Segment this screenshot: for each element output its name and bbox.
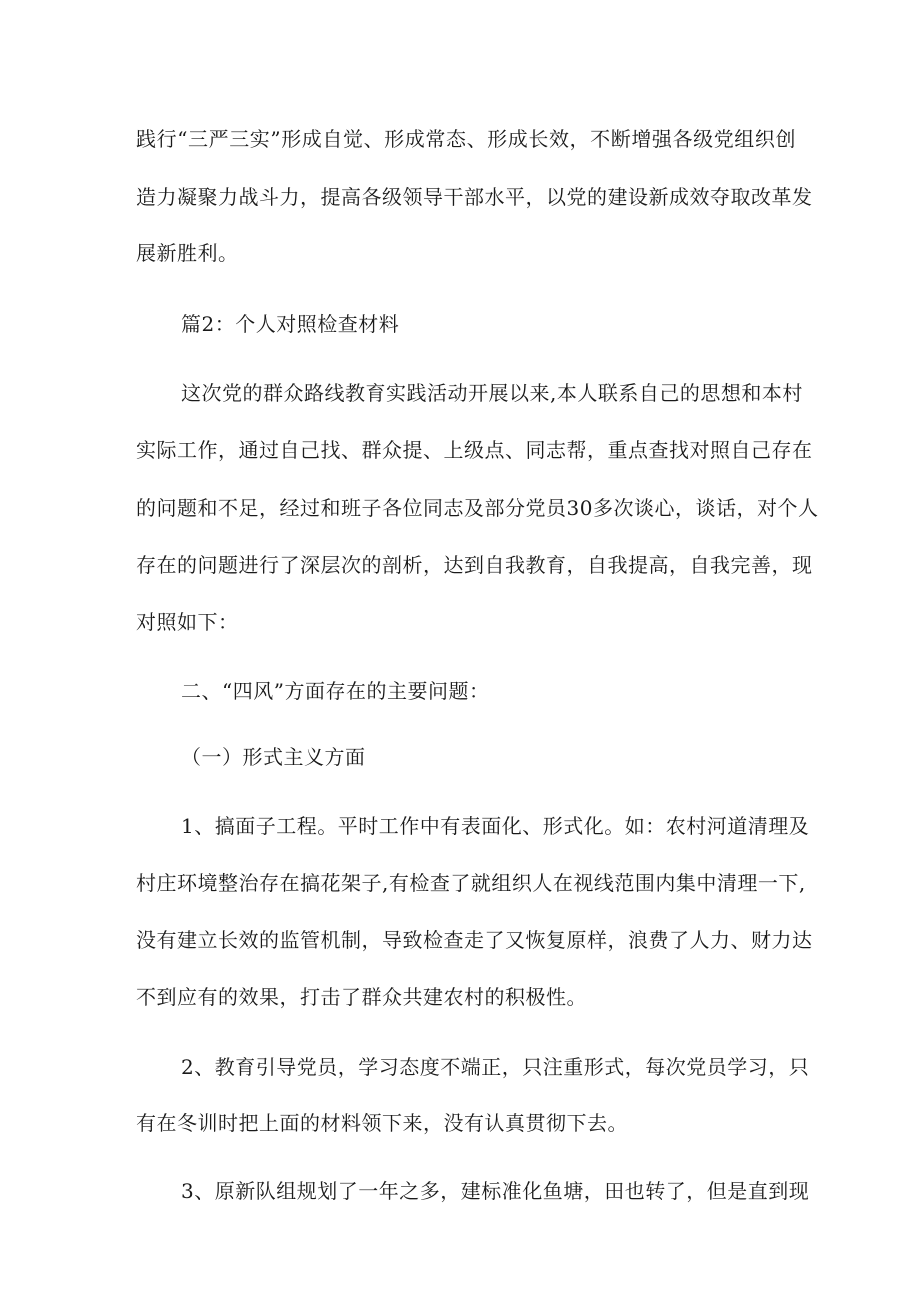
text-line: 展新胜利。	[136, 241, 239, 265]
text-line: 的问题和不足，经过和班子各位同志及部分党员30多次谈心，谈话，对个人	[136, 496, 819, 520]
text-line: 不到应有的效果，打击了群众共建农村的积极性。	[136, 985, 587, 1009]
text-line: 3、原新队组规划了一年之多，建标准化鱼塘，田也转了，但是直到现	[181, 1179, 810, 1203]
text-line: 二、“四风”方面存在的主要问题：	[181, 679, 490, 703]
text-line: 造力凝聚力战斗力，提高各级领导干部水平，以党的建设新成效夺取改革发	[136, 185, 813, 209]
text-line: 没有建立长效的监管机制，导致检查走了又恢复原样，浪费了人力、财力达	[136, 928, 813, 952]
text-line: 2、教育引导党员，学习态度不端正，只注重形式，每次党员学习，只	[181, 1055, 810, 1079]
text-line: 存在的问题进行了深层次的剖析，达到自我教育，自我提高，自我完善，现	[136, 553, 813, 577]
text-line: 这次党的群众路线教育实践活动开展以来,本人联系自己的思想和本村	[181, 381, 803, 405]
text-line: 篇2：个人对照检查材料	[181, 312, 400, 336]
text-line: 有在冬训时把上面的材料领下来，没有认真贯彻下去。	[136, 1111, 628, 1135]
text-line: 1、搞面子工程。平时工作中有表面化、形式化。如：农村河道清理及	[181, 814, 810, 838]
text-line: 践行“三严三实”形成自觉、形成常态、形成长效，不断增强各级党组织创	[136, 127, 796, 151]
text-line: 实际工作，通过自己找、群众提、上级点、同志帮，重点查找对照自己存在	[136, 438, 813, 462]
text-line: （一）形式主义方面	[181, 745, 366, 769]
text-line: 对照如下：	[136, 610, 239, 634]
text-line: 村庄环境整治存在搞花架子,有检查了就组织人在视线范围内集中清理一下,	[136, 871, 806, 895]
